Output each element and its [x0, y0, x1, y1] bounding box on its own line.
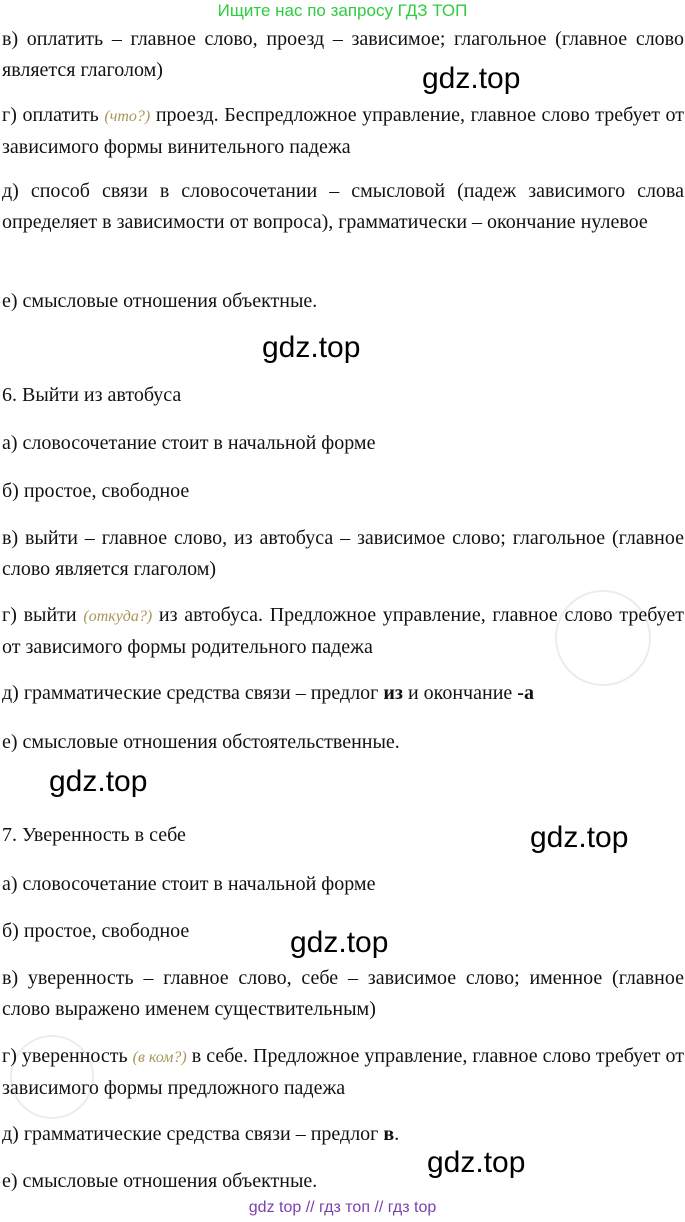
paragraph-text: в себе. Предложное управление, главное слово требует от зависимого формы предложного падежа — [2, 1045, 685, 1099]
watermark: gdz.top — [290, 926, 389, 959]
watermark: gdz.top — [262, 331, 361, 364]
paragraph-text: д) грамматические средства связи – предлог — [2, 682, 384, 704]
paragraph-text: и окончание — [402, 682, 518, 704]
watermark: gdz.top — [49, 765, 148, 798]
paragraph-7v: в) уверенность – главное слово, себе – зависимое слово; именное (главное слово выражено именем существительным) — [2, 967, 684, 1020]
paragraph-1e: е) смысловые отношения объектные. — [2, 290, 318, 312]
watermark: gdz.top — [422, 62, 521, 95]
heading-6: 6. Выйти из автобуса — [2, 384, 182, 406]
paragraph-7b: б) простое, свободное — [2, 920, 190, 942]
paragraph-7a: а) словосочетание стоит в начальной форме — [2, 873, 376, 895]
paragraph-text: г) уверенность — [2, 1045, 133, 1067]
question-label: (в ком?) — [132, 1049, 187, 1066]
paragraph-text: г) оплатить — [2, 104, 105, 126]
paragraph-6e: е) смысловые отношения обстоятельственные. — [2, 731, 400, 753]
bold-text: в — [383, 1123, 395, 1145]
paragraph-6v: в) выйти – главное слово, из автобуса – зависимое слово; глагольное (главное слово является глаголом) — [2, 527, 684, 580]
paragraph-text: . — [394, 1123, 400, 1145]
question-label: (откуда?) — [83, 608, 153, 625]
bold-text: из — [383, 682, 403, 704]
paragraph-text: г) выйти — [2, 604, 84, 626]
paragraph-1v: в) оплатить – главное слово, проезд – зависимое; глагольное (главное слово является глаголом) — [2, 28, 684, 81]
paragraph-7e: е) смысловые отношения объектные. — [2, 1170, 318, 1192]
paragraph-text: проезд. Беспредложное управление, главное слово требует от зависимого формы винительного падежа — [2, 104, 685, 158]
paragraph-6g — [2, 600, 684, 663]
search-banner[interactable]: Ищите нас по запросу ГДЗ ТОП — [217, 1, 468, 20]
paragraph-text: из автобуса. Предложное управление, главное слово требует от зависимого формы родительного падежа — [2, 604, 684, 658]
footer-links[interactable]: gdz top // гдз топ // гдз top — [248, 1199, 437, 1216]
paragraph-1d: д) способ связи в словосочетании – смысловой (падеж зависимого слова определяет в зависимости от вопроса), грамматически – окончание нулевое — [2, 180, 684, 233]
paragraph-6b: б) простое, свободное — [2, 480, 190, 502]
bold-text: -а — [517, 682, 534, 704]
heading-7: 7. Уверенность в себе — [2, 824, 186, 846]
paragraph-7g — [2, 1041, 684, 1104]
question-label: (что?) — [104, 108, 151, 125]
paragraph-7d — [2, 1119, 684, 1150]
paragraph-6a: а) словосочетание стоит в начальной форме — [2, 432, 376, 454]
paragraph-text: д) грамматические средства связи – предлог — [2, 1123, 384, 1145]
watermark: gdz.top — [427, 1146, 526, 1179]
watermark: gdz.top — [530, 821, 629, 854]
paragraph-1g — [2, 100, 684, 163]
paragraph-6d — [2, 678, 684, 709]
